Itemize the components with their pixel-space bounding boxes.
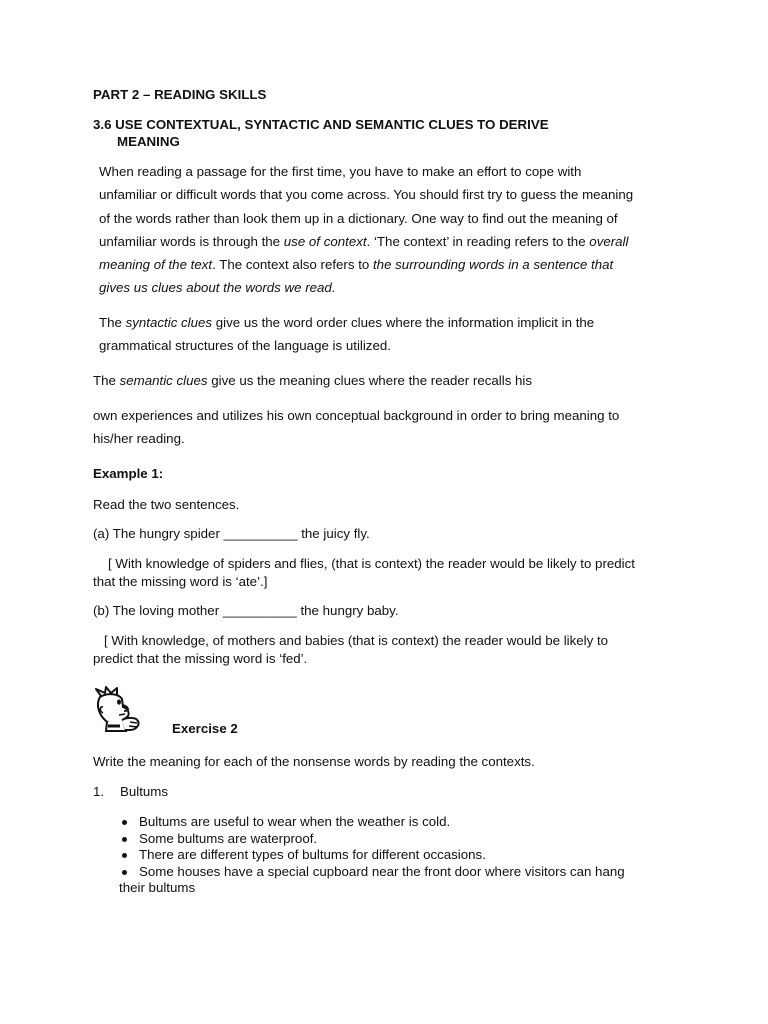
intro-line: When reading a passage for the first time, you have to make an effort to cope with xyxy=(99,164,582,179)
exercise-title: Exercise 2 xyxy=(172,721,238,736)
example-sentence-a: (a) The hungry spider __________ the juicy fly. xyxy=(93,526,370,541)
intro-line: gives us clues about the words we read. xyxy=(99,280,336,296)
intro-line: of the words rather than look them up in a dictionary. One way to find out the meaning of xyxy=(99,210,618,226)
example-note-a-line1: [ With knowledge of spiders and flies, (that is context) the reader would be likely to predict xyxy=(108,556,635,571)
example-note-b-line1: [ With knowledge, of mothers and babies (that is context) the reader would be likely to xyxy=(104,633,609,648)
example-instruction: Read the two sentences. xyxy=(93,497,240,512)
list-item-continuation: their bultums xyxy=(119,880,196,895)
bultums-context-list xyxy=(119,814,625,897)
exercise-item-number: 1. xyxy=(93,784,105,799)
example-note-a-line2: that the missing word is ‘ate’.] xyxy=(93,574,268,589)
semantic-line: own experiences and utilizes his own conceptual background in order to bring meaning to xyxy=(93,408,620,423)
intro-line: unfamiliar or difficult words that you come across. You should first try to guess the meaning xyxy=(99,187,634,203)
semantic-line1: The semantic clues give us the meaning clues where the reader recalls his xyxy=(93,373,533,388)
thinking-man-cartoon-icon xyxy=(92,686,154,734)
part-heading: PART 2 – READING SKILLS xyxy=(93,87,267,102)
exercise-item-word: Bultums xyxy=(120,784,169,799)
example-heading: Example 1: xyxy=(93,466,164,481)
list-item: There are different types of bultums for different occasions. xyxy=(119,847,625,864)
list-item: Bultums are useful to wear when the weather is cold. xyxy=(119,814,625,831)
semantic-line: his/her reading. xyxy=(93,431,185,447)
syntactic-line: grammatical structures of the language is utilized. xyxy=(99,338,391,354)
syntactic-paragraph xyxy=(99,311,594,358)
semantic-continuation xyxy=(93,404,619,451)
syntactic-line: The syntactic clues give us the word order clues where the information implicit in the xyxy=(99,315,595,330)
intro-paragraph xyxy=(99,160,633,300)
intro-line: meaning of the text. The context also refers to the surrounding words in a sentence that xyxy=(99,257,614,273)
list-item: Some houses have a special cupboard near the front door where visitors can hang their bultums xyxy=(119,863,625,895)
list-item: Some bultums are waterproof. xyxy=(119,831,625,848)
example-sentence-b: (b) The loving mother __________ the hungry baby. xyxy=(93,603,399,618)
section-heading-line1: 3.6 USE CONTEXTUAL, SYNTACTIC AND SEMANTIC CLUES TO DERIVE xyxy=(93,117,549,132)
exercise-instruction: Write the meaning for each of the nonsense words by reading the contexts. xyxy=(93,754,535,769)
intro-line: unfamiliar words is through the use of context. ‘The context’ in reading refers to the overall xyxy=(99,233,629,249)
section-heading-line2: MEANING xyxy=(117,134,180,149)
example-note-b-line2: predict that the missing word is ‘fed’. xyxy=(93,651,308,666)
